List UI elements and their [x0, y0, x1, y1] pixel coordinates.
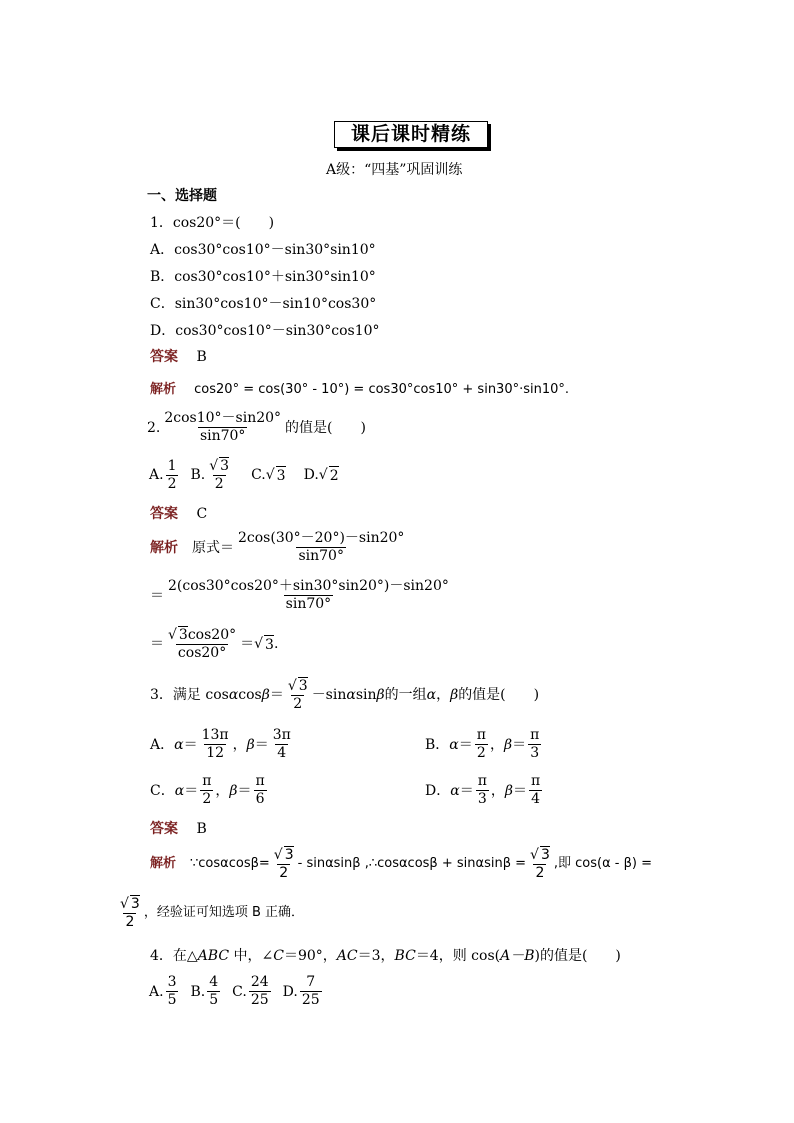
frac-num: 1 [167, 457, 177, 474]
q4-stem-part: ＝90°， [283, 948, 337, 964]
equals-sign: ＝ [150, 636, 164, 652]
q1-option-c: C．sin30°cos10°－sin10°cos30° [150, 296, 377, 312]
frac-den: 6 [255, 791, 265, 807]
q3-stem-fraction [286, 677, 310, 713]
q3-analysis-fraction [118, 895, 142, 931]
q3-answer-row [150, 820, 207, 838]
frac-den: 25 [301, 992, 320, 1008]
option-fraction [271, 727, 293, 762]
q1-answer: B [196, 349, 207, 365]
q1-option-d: D．cos30°cos10°－sin30°cos10° [150, 323, 380, 339]
sqrt-icon: √ [265, 467, 275, 483]
q3-stem-part: ＝ [269, 687, 284, 703]
q3-analysis-fraction [272, 846, 296, 882]
frac-den: sin70° [285, 596, 332, 612]
q4-option-c-label: C. [232, 983, 247, 1000]
q3-option-d: D． α ＝ $\frac{\pi}{3}$ ， β ＝ $\frac{\pi}{4}$ [425, 773, 541, 807]
q2-stem [147, 410, 366, 445]
frac-den: 2 [167, 475, 177, 492]
q4-stem [150, 947, 621, 965]
option-fraction [200, 727, 231, 762]
frac-den: 3 [530, 745, 540, 761]
page-title: 课后课时精练 [334, 121, 488, 148]
q2-fraction-numerator: 2cos10°－sin20° [164, 410, 282, 426]
beta: β [503, 736, 513, 753]
q4-var: AC [336, 948, 358, 964]
q3-stem-part: cos [238, 687, 262, 703]
q4-option-b-value [207, 974, 220, 1009]
frac-den: 2 [293, 696, 303, 712]
q2-step1-fraction [236, 530, 406, 565]
frac-num: 3π [272, 727, 291, 743]
equals-sign: ＝ [240, 636, 255, 652]
beta: β [261, 687, 270, 703]
frac-num: 24 [250, 974, 269, 990]
beta: β [229, 782, 238, 799]
q3-analysis-row2 [116, 895, 304, 931]
q2-option-d-value: 2 [329, 467, 339, 484]
q2-options [149, 457, 339, 493]
q2-option-d-label: D. [303, 467, 319, 483]
frac-num: π [202, 773, 212, 789]
q4-var: BC [394, 948, 416, 964]
q2-option-b-value [207, 457, 231, 493]
option-fraction [476, 773, 489, 808]
q4-option-d-value [300, 974, 322, 1009]
option-label: D． [425, 782, 451, 799]
q3-option-a: A． α ＝ $\frac{13\pi}{12}$ ， β ＝ $\frac{3\pi}{4}$ [150, 727, 291, 761]
frac-den: 5 [209, 992, 219, 1008]
q3-stem-part: 3．满足 cos [150, 687, 229, 703]
q1-answer-row [150, 348, 207, 366]
q4-var: A－B [500, 948, 535, 964]
q3-stem-part: ， [436, 687, 451, 703]
q4-var: ABC [197, 948, 230, 964]
q4-stem-part: 中，∠ [229, 948, 274, 964]
sqrt-icon: √ [120, 896, 129, 912]
frac-num: π [530, 727, 540, 743]
q4-option-b-label: B. [190, 983, 206, 1000]
frac-den: 2 [125, 914, 135, 930]
q3-analysis-part: ,即 cos(α - β) = [553, 856, 653, 871]
alpha: α [346, 687, 356, 703]
analysis-label: 解析 [150, 856, 177, 871]
frac-num: π [476, 727, 486, 743]
q2-step2-fraction [166, 578, 451, 613]
frac-num: 4 [209, 974, 219, 990]
q4-stem-part: ＝3， [357, 948, 395, 964]
frac-den: 2 [214, 476, 224, 492]
q4-option-a-label: A. [149, 983, 164, 1000]
q3-stem-part: 的值是( ) [458, 687, 540, 703]
q1-analysis: cos20° = cos(30° - 10°) = cos30°cos10° + sin30°·sin10°. [194, 382, 570, 397]
sqrt-icon: √ [273, 847, 283, 863]
q4-stem-part: 4．在△ [150, 948, 198, 964]
q4-option-d-label: D. [282, 983, 298, 1000]
sqrt-icon: √ [168, 627, 177, 643]
frac-num: 3 [167, 974, 177, 990]
frac-den: 2 [279, 865, 289, 881]
period: . [273, 636, 279, 652]
q2-analysis-step2 [150, 578, 453, 613]
q2-option-a-value [166, 458, 179, 493]
frac-num: π [531, 773, 541, 789]
frac-num: 2(cos30°cos20°＋sin30°sin20°)－sin20° [168, 578, 449, 594]
sqrt-icon: √ [318, 467, 328, 483]
q4-var: C [273, 948, 284, 964]
q2-answer: C [196, 506, 208, 522]
sqrt-icon: √ [209, 458, 219, 474]
q2-option-a-label: A. [149, 467, 164, 483]
frac-den: cos20° [177, 645, 227, 661]
option-label: A． [150, 736, 175, 753]
q4-options [149, 974, 324, 1009]
q2-option-c-label: C. [251, 467, 266, 483]
q3-stem-part: sin [355, 687, 377, 703]
alpha: α [426, 687, 437, 703]
q2-answer-row [150, 505, 207, 523]
frac-num: π [255, 773, 265, 789]
q3-answer: B [196, 821, 207, 837]
radicand: 3 [220, 458, 230, 474]
answer-label: 答案 [150, 349, 178, 365]
frac-den: 12 [206, 745, 225, 761]
radicand: 3 [130, 896, 140, 912]
sqrt-icon: √ [287, 678, 297, 694]
beta: β [246, 736, 255, 753]
q4-option-c-value [249, 974, 271, 1009]
alpha: α [450, 782, 460, 799]
q3-analysis-part: ，经验证可知选项 B 正确． [143, 905, 305, 920]
q3-analysis-row [150, 846, 652, 882]
answer-label: 答案 [150, 821, 178, 837]
sqrt-icon: √ [530, 847, 539, 863]
frac-den: 4 [277, 745, 287, 761]
section-heading: 一、选择题 [147, 188, 217, 204]
sqrt-icon: √ [254, 636, 264, 652]
option-label: C． [150, 782, 175, 799]
frac-num-tail: cos20° [187, 627, 237, 643]
frac-den: 2 [202, 791, 212, 807]
q2-fraction [162, 410, 283, 445]
alpha: α [174, 736, 184, 753]
q2-analysis-step3 [150, 626, 278, 662]
q3-option-c: C． α ＝ $\frac{\pi}{2}$ ， β ＝ $\frac{\pi}{6}$ [150, 773, 265, 807]
q1-stem: 1．cos20°＝( ) [150, 215, 275, 231]
option-fraction [528, 727, 541, 762]
q4-stem-part: ＝4，则 cos( [415, 948, 501, 964]
analysis-label: 解析 [150, 539, 178, 556]
beta: β [504, 782, 513, 799]
frac-den: 4 [531, 791, 541, 807]
frac-num: π [477, 773, 487, 789]
answer-label: 答案 [150, 506, 178, 522]
q3-stem [150, 677, 539, 713]
q2-analysis-step1 [150, 530, 408, 565]
q1-option-b: B．cos30°cos10°＋sin30°sin10° [150, 269, 376, 285]
frac-num: 2cos(30°－20°)－sin20° [238, 530, 405, 546]
alpha: α [228, 687, 239, 703]
q2-option-c-value: 3 [276, 467, 286, 484]
q2-option-b-label: B. [190, 467, 206, 483]
radicand: 3 [284, 847, 294, 863]
q2-number: 2. [147, 419, 161, 436]
q3-stem-part: －sin [311, 687, 347, 703]
frac-den: sin70° [298, 548, 344, 564]
frac-num: 13π [201, 727, 229, 743]
q4-stem-part: )的值是( ) [534, 948, 621, 964]
option-fraction [200, 773, 213, 808]
radicand: 3 [178, 627, 188, 643]
beta: β [450, 687, 459, 703]
option-fraction [475, 727, 488, 762]
option-label: B． [425, 736, 450, 753]
q3-analysis-part: ∵cosαcosβ= [190, 856, 270, 871]
frac-den: 5 [167, 992, 177, 1008]
equals-sign: ＝ [150, 587, 164, 604]
frac-den: 2 [476, 745, 486, 761]
q3-analysis-fraction [528, 846, 552, 882]
q1-analysis-row [150, 381, 569, 399]
q2-step3-fraction [166, 626, 238, 662]
radicand: 3 [540, 847, 550, 863]
frac-den: 25 [250, 992, 269, 1008]
q2-step1-label: 原式＝ [192, 539, 234, 556]
q1-option-a: A．cos30°cos10°－sin30°sin10° [150, 242, 376, 258]
q2-tail: 的值是( ) [285, 419, 366, 436]
analysis-label: 解析 [150, 382, 177, 397]
beta: β [376, 687, 385, 703]
q3-option-b: B． α ＝ $\frac{\pi}{2}$ ， β ＝ $\frac{\pi}{3}$ [425, 727, 540, 761]
option-fraction [253, 773, 266, 808]
frac-num: 7 [306, 974, 316, 990]
q2-fraction-denominator: sin70° [199, 428, 246, 444]
frac-den: 2 [535, 865, 545, 881]
q3-analysis-part: - sinαsinβ ,∴cosαcosβ + sinαsinβ = [297, 856, 527, 871]
frac-den: 3 [477, 791, 487, 807]
alpha: α [449, 736, 459, 753]
q2-step3-result: 3 [265, 636, 274, 653]
subtitle: A级：“四基”巩固训练 [326, 162, 463, 178]
alpha: α [174, 782, 185, 799]
q4-option-a-value [166, 974, 179, 1009]
option-fraction [529, 773, 542, 808]
radicand: 3 [298, 678, 308, 694]
q3-stem-part: 的一组 [384, 687, 427, 703]
